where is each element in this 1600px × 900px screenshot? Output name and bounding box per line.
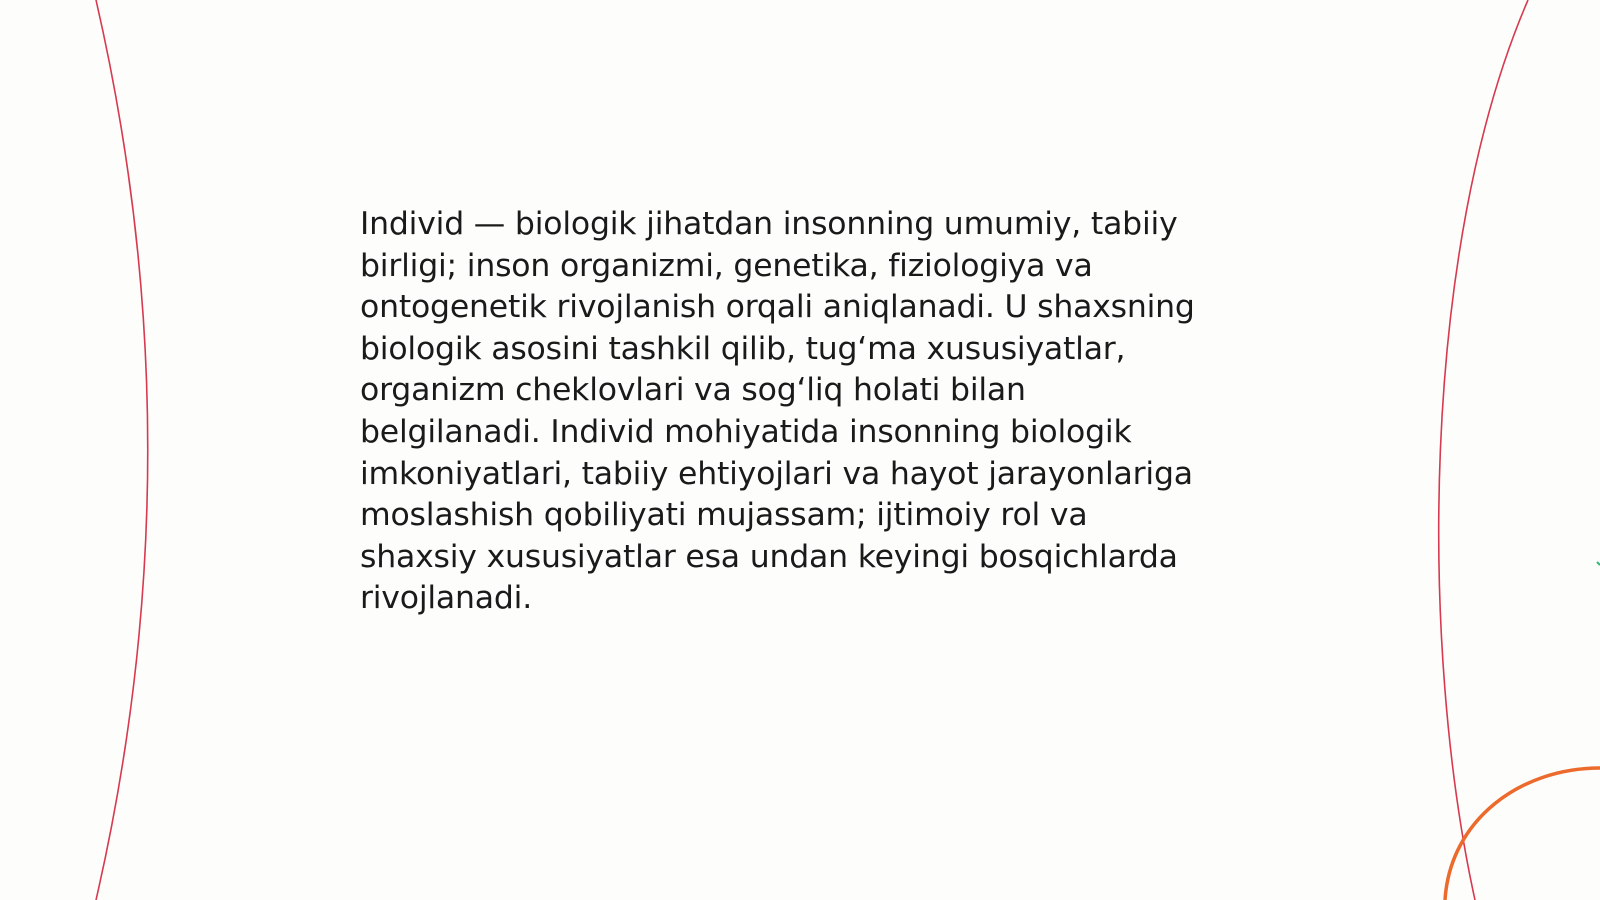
body-text: Individ — biologik jihatdan insonning umumiy, tabiiy birligi; inson organizmi, genetika, fiziologiya va ontogenetik rivojlanish orqali aniqlanadi. U shaxsning biologik asosini tashkil qilib, tugʻma xususiyatlar, organizm cheklovlari va sogʻliq holati bilan belgilanadi. Individ mohiyatida insonning biologik imkoniyatlari, tabiiy ehtiyojlari va hayot jarayonlariga moslashish qobiliyati mujassam; ijtimoiy rol va shaxsiy xususiyatlar esa undan keyingi bosqichlarda rivojlanadi. [360,206,1195,617]
right-curve-line [1439,0,1528,900]
orange-arc [1445,768,1600,900]
left-curve-line [96,0,148,900]
